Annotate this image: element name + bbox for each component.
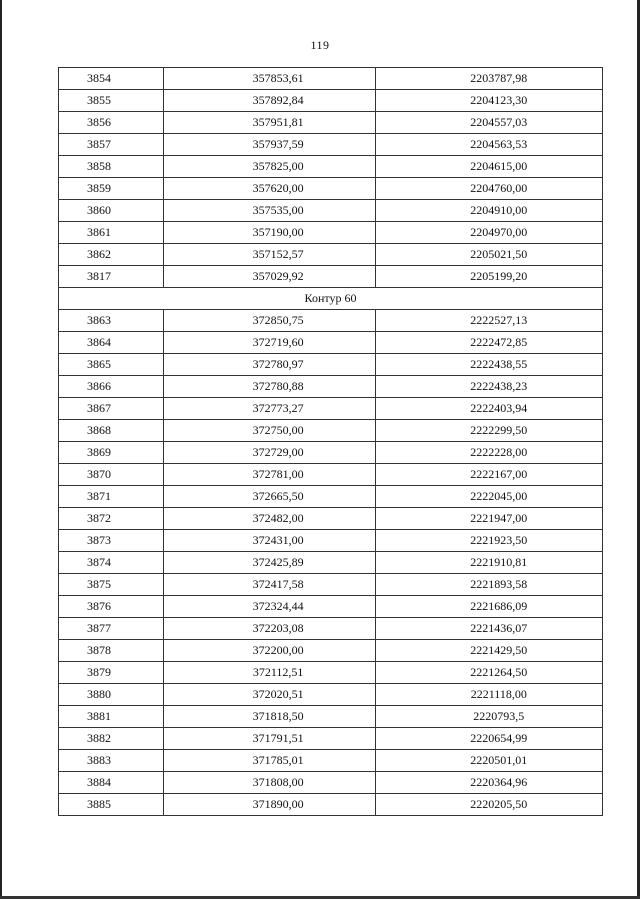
point-number: 3882 xyxy=(59,728,164,750)
x-coordinate: 372729,00 xyxy=(252,445,304,459)
x-coordinate: 372780,88 xyxy=(252,379,304,393)
x-coordinate-cell xyxy=(163,310,375,332)
point-number: 3864 xyxy=(59,332,164,354)
point-number: 3877 xyxy=(59,618,164,640)
y-coordinate-cell xyxy=(375,156,602,178)
y-coordinate-cell xyxy=(375,728,602,750)
y-coordinate-cell xyxy=(375,376,602,398)
y-coordinate: 2220364,96 xyxy=(470,775,528,789)
table-row xyxy=(59,794,603,816)
point-number: 3872 xyxy=(59,508,164,530)
point-number: 3883 xyxy=(59,750,164,772)
point-number: 3885 xyxy=(59,794,164,816)
y-coordinate: 2203787,98 xyxy=(470,71,528,85)
x-coordinate: 371818,50 xyxy=(252,709,304,723)
table-row xyxy=(59,398,603,420)
x-coordinate-cell xyxy=(163,266,375,288)
y-coordinate: 2220205,50 xyxy=(470,797,528,811)
x-coordinate-cell xyxy=(163,552,375,574)
coordinates-table xyxy=(58,67,603,816)
y-coordinate: 2204615,00 xyxy=(470,159,528,173)
x-coordinate-cell xyxy=(163,728,375,750)
y-coordinate-cell xyxy=(375,354,602,376)
y-coordinate-cell xyxy=(375,530,602,552)
y-coordinate: 2221923,50 xyxy=(470,533,528,547)
y-coordinate: 2222527,13 xyxy=(470,313,528,327)
y-coordinate: 2205199,20 xyxy=(470,269,528,283)
x-coordinate-cell xyxy=(163,200,375,222)
table-row xyxy=(59,90,603,112)
table-row xyxy=(59,332,603,354)
x-coordinate-cell xyxy=(163,706,375,728)
y-coordinate: 2222472,85 xyxy=(470,335,528,349)
x-coordinate-cell xyxy=(163,90,375,112)
y-coordinate: 2220654,99 xyxy=(470,731,528,745)
table-row xyxy=(59,310,603,332)
point-number: 3871 xyxy=(59,486,164,508)
table-row xyxy=(59,728,603,750)
point-number: 3861 xyxy=(59,222,164,244)
x-coordinate: 357535,00 xyxy=(252,203,304,217)
x-coordinate: 372719,60 xyxy=(252,335,304,349)
x-coordinate: 372850,75 xyxy=(252,313,304,327)
y-coordinate-cell xyxy=(375,508,602,530)
point-number: 3884 xyxy=(59,772,164,794)
y-coordinate-cell xyxy=(375,244,602,266)
coordinates-table-body-before xyxy=(59,68,603,288)
point-number: 3855 xyxy=(59,90,164,112)
point-number: 3856 xyxy=(59,112,164,134)
point-number: 3880 xyxy=(59,684,164,706)
table-row xyxy=(59,750,603,772)
y-coordinate: 2221429,50 xyxy=(470,643,528,657)
point-number: 3817 xyxy=(59,266,164,288)
y-coordinate: 2204557,03 xyxy=(470,115,528,129)
y-coordinate: 2220793,5 xyxy=(473,709,525,723)
table-row xyxy=(59,574,603,596)
x-coordinate: 372425,89 xyxy=(252,555,304,569)
table-row xyxy=(59,464,603,486)
point-number: 3863 xyxy=(59,310,164,332)
x-coordinate: 372773,27 xyxy=(252,401,304,415)
x-coordinate: 372781,00 xyxy=(252,467,304,481)
x-coordinate-cell xyxy=(163,508,375,530)
x-coordinate-cell xyxy=(163,530,375,552)
x-coordinate: 357937,59 xyxy=(252,137,304,151)
y-coordinate-cell xyxy=(375,90,602,112)
y-coordinate: 2222045,00 xyxy=(470,489,528,503)
x-coordinate-cell xyxy=(163,442,375,464)
table-row xyxy=(59,420,603,442)
table-row xyxy=(59,376,603,398)
y-coordinate: 2222438,55 xyxy=(470,357,528,371)
section-title: Контур 60 xyxy=(59,288,603,310)
x-coordinate: 372112,51 xyxy=(252,665,304,679)
x-coordinate: 357892,84 xyxy=(252,93,304,107)
y-coordinate-cell xyxy=(375,684,602,706)
x-coordinate: 372020,51 xyxy=(252,687,304,701)
x-coordinate: 357853,61 xyxy=(252,71,304,85)
y-coordinate: 2222403,94 xyxy=(470,401,528,415)
section-header-group xyxy=(59,288,603,310)
y-coordinate: 2221686,09 xyxy=(470,599,528,613)
y-coordinate-cell xyxy=(375,552,602,574)
x-coordinate: 371791,51 xyxy=(252,731,304,745)
x-coordinate: 357029,92 xyxy=(252,269,304,283)
y-coordinate: 2221118,00 xyxy=(470,687,527,701)
x-coordinate: 357825,00 xyxy=(252,159,304,173)
y-coordinate: 2220501,01 xyxy=(470,753,528,767)
x-coordinate: 371890,00 xyxy=(252,797,304,811)
table-row xyxy=(59,442,603,464)
table-row xyxy=(59,156,603,178)
x-coordinate: 372431,00 xyxy=(252,533,304,547)
point-number: 3873 xyxy=(59,530,164,552)
x-coordinate: 371785,01 xyxy=(252,753,304,767)
y-coordinate: 2204123,30 xyxy=(470,93,528,107)
x-coordinate-cell xyxy=(163,772,375,794)
y-coordinate-cell xyxy=(375,68,602,90)
y-coordinate-cell xyxy=(375,464,602,486)
table-row xyxy=(59,112,603,134)
x-coordinate: 357951,81 xyxy=(252,115,304,129)
x-coordinate-cell xyxy=(163,684,375,706)
x-coordinate: 357620,00 xyxy=(252,181,304,195)
x-coordinate-cell xyxy=(163,574,375,596)
section-header-row xyxy=(59,288,603,310)
y-coordinate-cell xyxy=(375,134,602,156)
x-coordinate-cell xyxy=(163,178,375,200)
x-coordinate: 372417,58 xyxy=(252,577,304,591)
y-coordinate-cell xyxy=(375,706,602,728)
page-left-border xyxy=(0,0,2,899)
x-coordinate-cell xyxy=(163,662,375,684)
table-row xyxy=(59,706,603,728)
x-coordinate-cell xyxy=(163,750,375,772)
x-coordinate: 357152,57 xyxy=(252,247,304,261)
y-coordinate-cell xyxy=(375,222,602,244)
table-row xyxy=(59,244,603,266)
x-coordinate-cell xyxy=(163,354,375,376)
table-row xyxy=(59,772,603,794)
x-coordinate: 372324,44 xyxy=(252,599,304,613)
table-row xyxy=(59,530,603,552)
y-coordinate-cell xyxy=(375,332,602,354)
x-coordinate-cell xyxy=(163,464,375,486)
x-coordinate: 357190,00 xyxy=(252,225,304,239)
table-row xyxy=(59,618,603,640)
y-coordinate: 2204970,00 xyxy=(470,225,528,239)
y-coordinate: 2222438,23 xyxy=(470,379,528,393)
y-coordinate-cell xyxy=(375,662,602,684)
x-coordinate-cell xyxy=(163,596,375,618)
x-coordinate: 371808,00 xyxy=(252,775,304,789)
y-coordinate-cell xyxy=(375,398,602,420)
y-coordinate-cell xyxy=(375,442,602,464)
y-coordinate: 2221947,00 xyxy=(470,511,528,525)
x-coordinate-cell xyxy=(163,156,375,178)
x-coordinate-cell xyxy=(163,640,375,662)
point-number: 3867 xyxy=(59,398,164,420)
y-coordinate: 2222167,00 xyxy=(470,467,528,481)
x-coordinate-cell xyxy=(163,134,375,156)
x-coordinate: 372200,00 xyxy=(252,643,304,657)
x-coordinate-cell xyxy=(163,222,375,244)
y-coordinate-cell xyxy=(375,596,602,618)
table-row xyxy=(59,684,603,706)
point-number: 3879 xyxy=(59,662,164,684)
table-row xyxy=(59,266,603,288)
y-coordinate: 2222228,00 xyxy=(470,445,528,459)
x-coordinate-cell xyxy=(163,420,375,442)
table-row xyxy=(59,640,603,662)
point-number: 3875 xyxy=(59,574,164,596)
point-number: 3876 xyxy=(59,596,164,618)
x-coordinate-cell xyxy=(163,618,375,640)
point-number: 3866 xyxy=(59,376,164,398)
table-row xyxy=(59,178,603,200)
y-coordinate: 2222299,50 xyxy=(470,423,528,437)
table-row xyxy=(59,662,603,684)
y-coordinate-cell xyxy=(375,266,602,288)
point-number: 3869 xyxy=(59,442,164,464)
table-row xyxy=(59,68,603,90)
y-coordinate-cell xyxy=(375,420,602,442)
point-number: 3859 xyxy=(59,178,164,200)
page-number: 119 xyxy=(310,38,330,52)
y-coordinate-cell xyxy=(375,112,602,134)
table-row xyxy=(59,508,603,530)
y-coordinate-cell xyxy=(375,772,602,794)
table-row xyxy=(59,552,603,574)
x-coordinate-cell xyxy=(163,68,375,90)
x-coordinate: 372780,97 xyxy=(252,357,304,371)
y-coordinate: 2204760,00 xyxy=(470,181,528,195)
x-coordinate-cell xyxy=(163,486,375,508)
y-coordinate-cell xyxy=(375,178,602,200)
x-coordinate: 372203,08 xyxy=(252,621,304,635)
point-number: 3858 xyxy=(59,156,164,178)
x-coordinate-cell xyxy=(163,244,375,266)
y-coordinate: 2204910,00 xyxy=(470,203,528,217)
coordinates-table-body-after xyxy=(59,310,603,816)
point-number: 3870 xyxy=(59,464,164,486)
table-row xyxy=(59,222,603,244)
table-row xyxy=(59,486,603,508)
table-row xyxy=(59,200,603,222)
point-number: 3865 xyxy=(59,354,164,376)
x-coordinate: 372482,00 xyxy=(252,511,304,525)
y-coordinate-cell xyxy=(375,750,602,772)
x-coordinate-cell xyxy=(163,398,375,420)
x-coordinate: 372665,50 xyxy=(252,489,304,503)
x-coordinate: 372750,00 xyxy=(252,423,304,437)
x-coordinate-cell xyxy=(163,112,375,134)
y-coordinate-cell xyxy=(375,618,602,640)
y-coordinate-cell xyxy=(375,486,602,508)
point-number: 3854 xyxy=(59,68,164,90)
table-row xyxy=(59,596,603,618)
y-coordinate-cell xyxy=(375,794,602,816)
point-number: 3874 xyxy=(59,552,164,574)
point-number: 3857 xyxy=(59,134,164,156)
point-number: 3860 xyxy=(59,200,164,222)
y-coordinate: 2221893,58 xyxy=(470,577,528,591)
y-coordinate: 2221264,50 xyxy=(470,665,528,679)
y-coordinate-cell xyxy=(375,200,602,222)
table-row xyxy=(59,354,603,376)
table-row xyxy=(59,134,603,156)
x-coordinate-cell xyxy=(163,332,375,354)
point-number: 3862 xyxy=(59,244,164,266)
point-number: 3878 xyxy=(59,640,164,662)
point-number: 3881 xyxy=(59,706,164,728)
y-coordinate-cell xyxy=(375,640,602,662)
y-coordinate: 2221436,07 xyxy=(470,621,528,635)
y-coordinate-cell xyxy=(375,574,602,596)
y-coordinate: 2221910,81 xyxy=(470,555,528,569)
y-coordinate-cell xyxy=(375,310,602,332)
x-coordinate-cell xyxy=(163,376,375,398)
point-number: 3868 xyxy=(59,420,164,442)
y-coordinate: 2205021,50 xyxy=(470,247,528,261)
x-coordinate-cell xyxy=(163,794,375,816)
y-coordinate: 2204563,53 xyxy=(470,137,528,151)
